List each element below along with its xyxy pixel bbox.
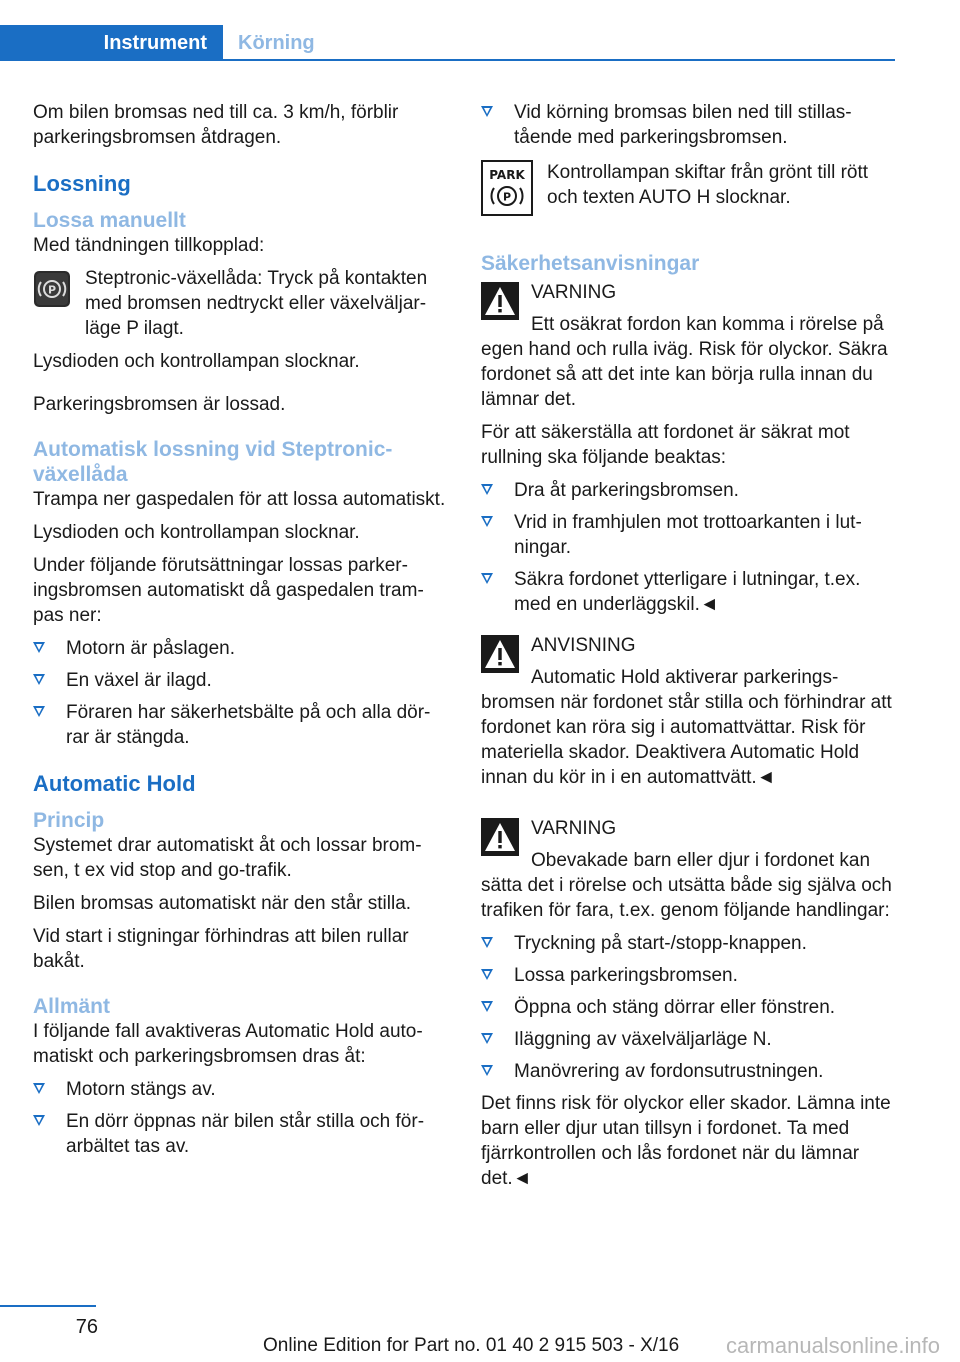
watermark: carmanualsonline.info	[725, 1333, 940, 1358]
list-item: Vid körning bromsas bilen ned till stillastående med parkeringsbromsen.	[481, 100, 893, 150]
warning-title: VARNING	[531, 282, 617, 303]
paragraph-trampa: Trampa ner gaspedalen för att lossa automatiskt.	[33, 489, 446, 510]
list-item: En dörr öppnas när bilen står stilla och förarbältet tas av.	[33, 1109, 447, 1159]
edition-note: Online Edition for Part no. 01 40 2 915 503 - X/16	[263, 1335, 680, 1356]
triangle-bullet-icon	[481, 573, 493, 584]
triangle-bullet-icon	[33, 1115, 45, 1126]
warning-block-1	[481, 280, 893, 420]
triangle-bullet-icon	[33, 1083, 45, 1094]
page-number: 76	[75, 1316, 98, 1338]
bullet-list-1	[33, 636, 447, 750]
list-item: Motorn är påslagen.	[33, 636, 447, 661]
list-item: Vrid in framhjulen mot trottoarkanten i lutningar.	[481, 510, 893, 560]
triangle-bullet-icon	[481, 937, 493, 948]
svg-text:P: P	[47, 283, 57, 297]
tab-korning[interactable]: Körning	[238, 32, 315, 54]
kontrollampa-block	[481, 160, 893, 227]
heading-lossa-manuellt: Lossa manuellt	[33, 209, 186, 232]
triangle-bullet-icon	[33, 674, 45, 685]
triangle-bullet-icon	[33, 706, 45, 717]
bullet-list-4	[481, 931, 893, 1084]
list-item: Motorn stängs av.	[33, 1077, 447, 1102]
triangle-bullet-icon	[481, 484, 493, 495]
warning-triangle-icon	[481, 818, 519, 863]
warning-block-3	[481, 816, 893, 931]
heading-automatisk-lossning: Automatisk lossning vid Steptronic-växellåda	[33, 438, 393, 486]
triangle-bullet-icon	[481, 969, 493, 980]
list-item: Lossa parkeringsbromsen.	[481, 963, 893, 988]
header-rule	[0, 59, 895, 61]
parking-brake-button-icon	[33, 270, 71, 315]
footer-rule	[0, 1305, 96, 1307]
paragraph-steptronic: Steptronic-växellåda: Tryck på kontakten med bromsen nedtryckt eller växelväljarläge P ilagt.	[85, 268, 428, 339]
steptronic-block	[33, 266, 447, 349]
warning-title: ANVISNING	[531, 635, 636, 656]
left-column	[33, 100, 447, 1166]
triangle-bullet-icon	[481, 1033, 493, 1044]
warning-text: Ett osäkrat fordon kan komma i rörelse på egen hand och rulla iväg. Risk för olyckor. Säkra fordonet så att det inte kan börja rulla innan du lämnar det.	[481, 314, 888, 410]
triangle-bullet-icon	[481, 106, 493, 117]
heading-automatic-hold: Automatic Hold	[33, 771, 196, 796]
warning-title: VARNING	[531, 818, 617, 839]
paragraph-under: Under följande förutsättningar lossas parkeringsbromsen automatiskt då gaspedalen trampas ner:	[33, 555, 424, 626]
heading-allmant: Allmänt	[33, 995, 111, 1018]
triangle-bullet-icon	[481, 516, 493, 527]
warning-triangle-icon	[481, 282, 519, 327]
paragraph-lysdioden-1: Lysdioden och kontrollampan slocknar.	[33, 351, 360, 372]
warning-block-2	[481, 633, 893, 798]
list-item: Föraren har säkerhetsbälte på och alla dörrar är stängda.	[33, 700, 447, 750]
paragraph-kontrollampan: Kontrollampan skiftar från grönt till rött och texten AUTO H slocknar.	[547, 162, 869, 208]
triangle-bullet-icon	[33, 642, 45, 653]
park-label: PARK	[489, 168, 525, 182]
bullet-list-0	[481, 100, 893, 150]
paragraph-lysdioden-2: Lysdioden och kontrollampan slocknar.	[33, 522, 360, 543]
right-column	[481, 100, 893, 1199]
intro-paragraph: Om bilen bromsas ned till ca. 3 km/h, förblir parkeringsbromsen åtdragen.	[33, 102, 399, 148]
paragraph-lossad: Parkeringsbromsen är lossad.	[33, 394, 286, 415]
bullet-list-2	[33, 1077, 447, 1159]
list-item: Öppna och stäng dörrar eller fönstren.	[481, 995, 893, 1020]
warning-triangle-icon	[481, 635, 519, 680]
warning-text: Automatic Hold aktiverar parkeringsbromsen när fordonet står stilla och förhindrar att fordonet kan röra sig i automattvättar. Risk för materiella skador. Deaktivera Automatic Hold innan du kör in i en automattvätt.◄	[481, 667, 892, 788]
paragraph-tandning: Med tändningen tillkopplad:	[33, 235, 265, 256]
heading-princip: Princip	[33, 809, 105, 832]
paragraph-i-foljande: I följande fall avaktiveras Automatic Hold automatiskt och parkeringsbromsen dras åt:	[33, 1021, 423, 1067]
list-item: Iläggning av växelväljarläge N.	[481, 1027, 893, 1052]
list-item: Säkra fordonet ytterligare i lutningar, t.ex. med en underläggskil.◄	[481, 567, 893, 617]
paragraph-bilen: Bilen bromsas automatiskt när den står stilla.	[33, 893, 412, 914]
heading-lossning: Lossning	[33, 171, 131, 196]
list-item: Manövrering av fordonsutrustningen.	[481, 1059, 893, 1084]
list-item: Tryckning på start-/stopp-knappen.	[481, 931, 893, 956]
tab-instrument[interactable]: Instrument	[0, 25, 223, 61]
list-item: En växel är ilagd.	[33, 668, 447, 693]
paragraph-det-finns: Det finns risk för olyckor eller skador. Lämna inte barn eller djur utan tillsyn i fordonet. Ta med fjärrkontrollen och lås fordonet när du lämnar det.◄	[481, 1093, 891, 1189]
triangle-bullet-icon	[481, 1001, 493, 1012]
paragraph-vid-start: Vid start i stigningar förhindras att bilen rullar bakåt.	[33, 926, 409, 972]
paragraph-systemet: Systemet drar automatiskt åt och lossar bromsen, t ex vid stop and go-trafik.	[33, 835, 422, 881]
bullet-list-3	[481, 478, 893, 617]
heading-sakerhetsanvisningar: Säkerhetsanvisningar	[481, 252, 700, 275]
triangle-bullet-icon	[481, 1065, 493, 1076]
warning-text: Obevakade barn eller djur i fordonet kan sätta det i rörelse och utsätta både sig själva och trafiken för fara, t.ex. genom följande handlingar:	[481, 850, 892, 921]
paragraph-for-att: För att säkerställa att fordonet är säkrat mot rullning ska följande beaktas:	[481, 422, 850, 468]
park-indicator-icon	[481, 160, 533, 223]
svg-text:P: P	[502, 190, 512, 204]
list-item: Dra åt parkeringsbromsen.	[481, 478, 893, 503]
page-header	[0, 25, 895, 61]
